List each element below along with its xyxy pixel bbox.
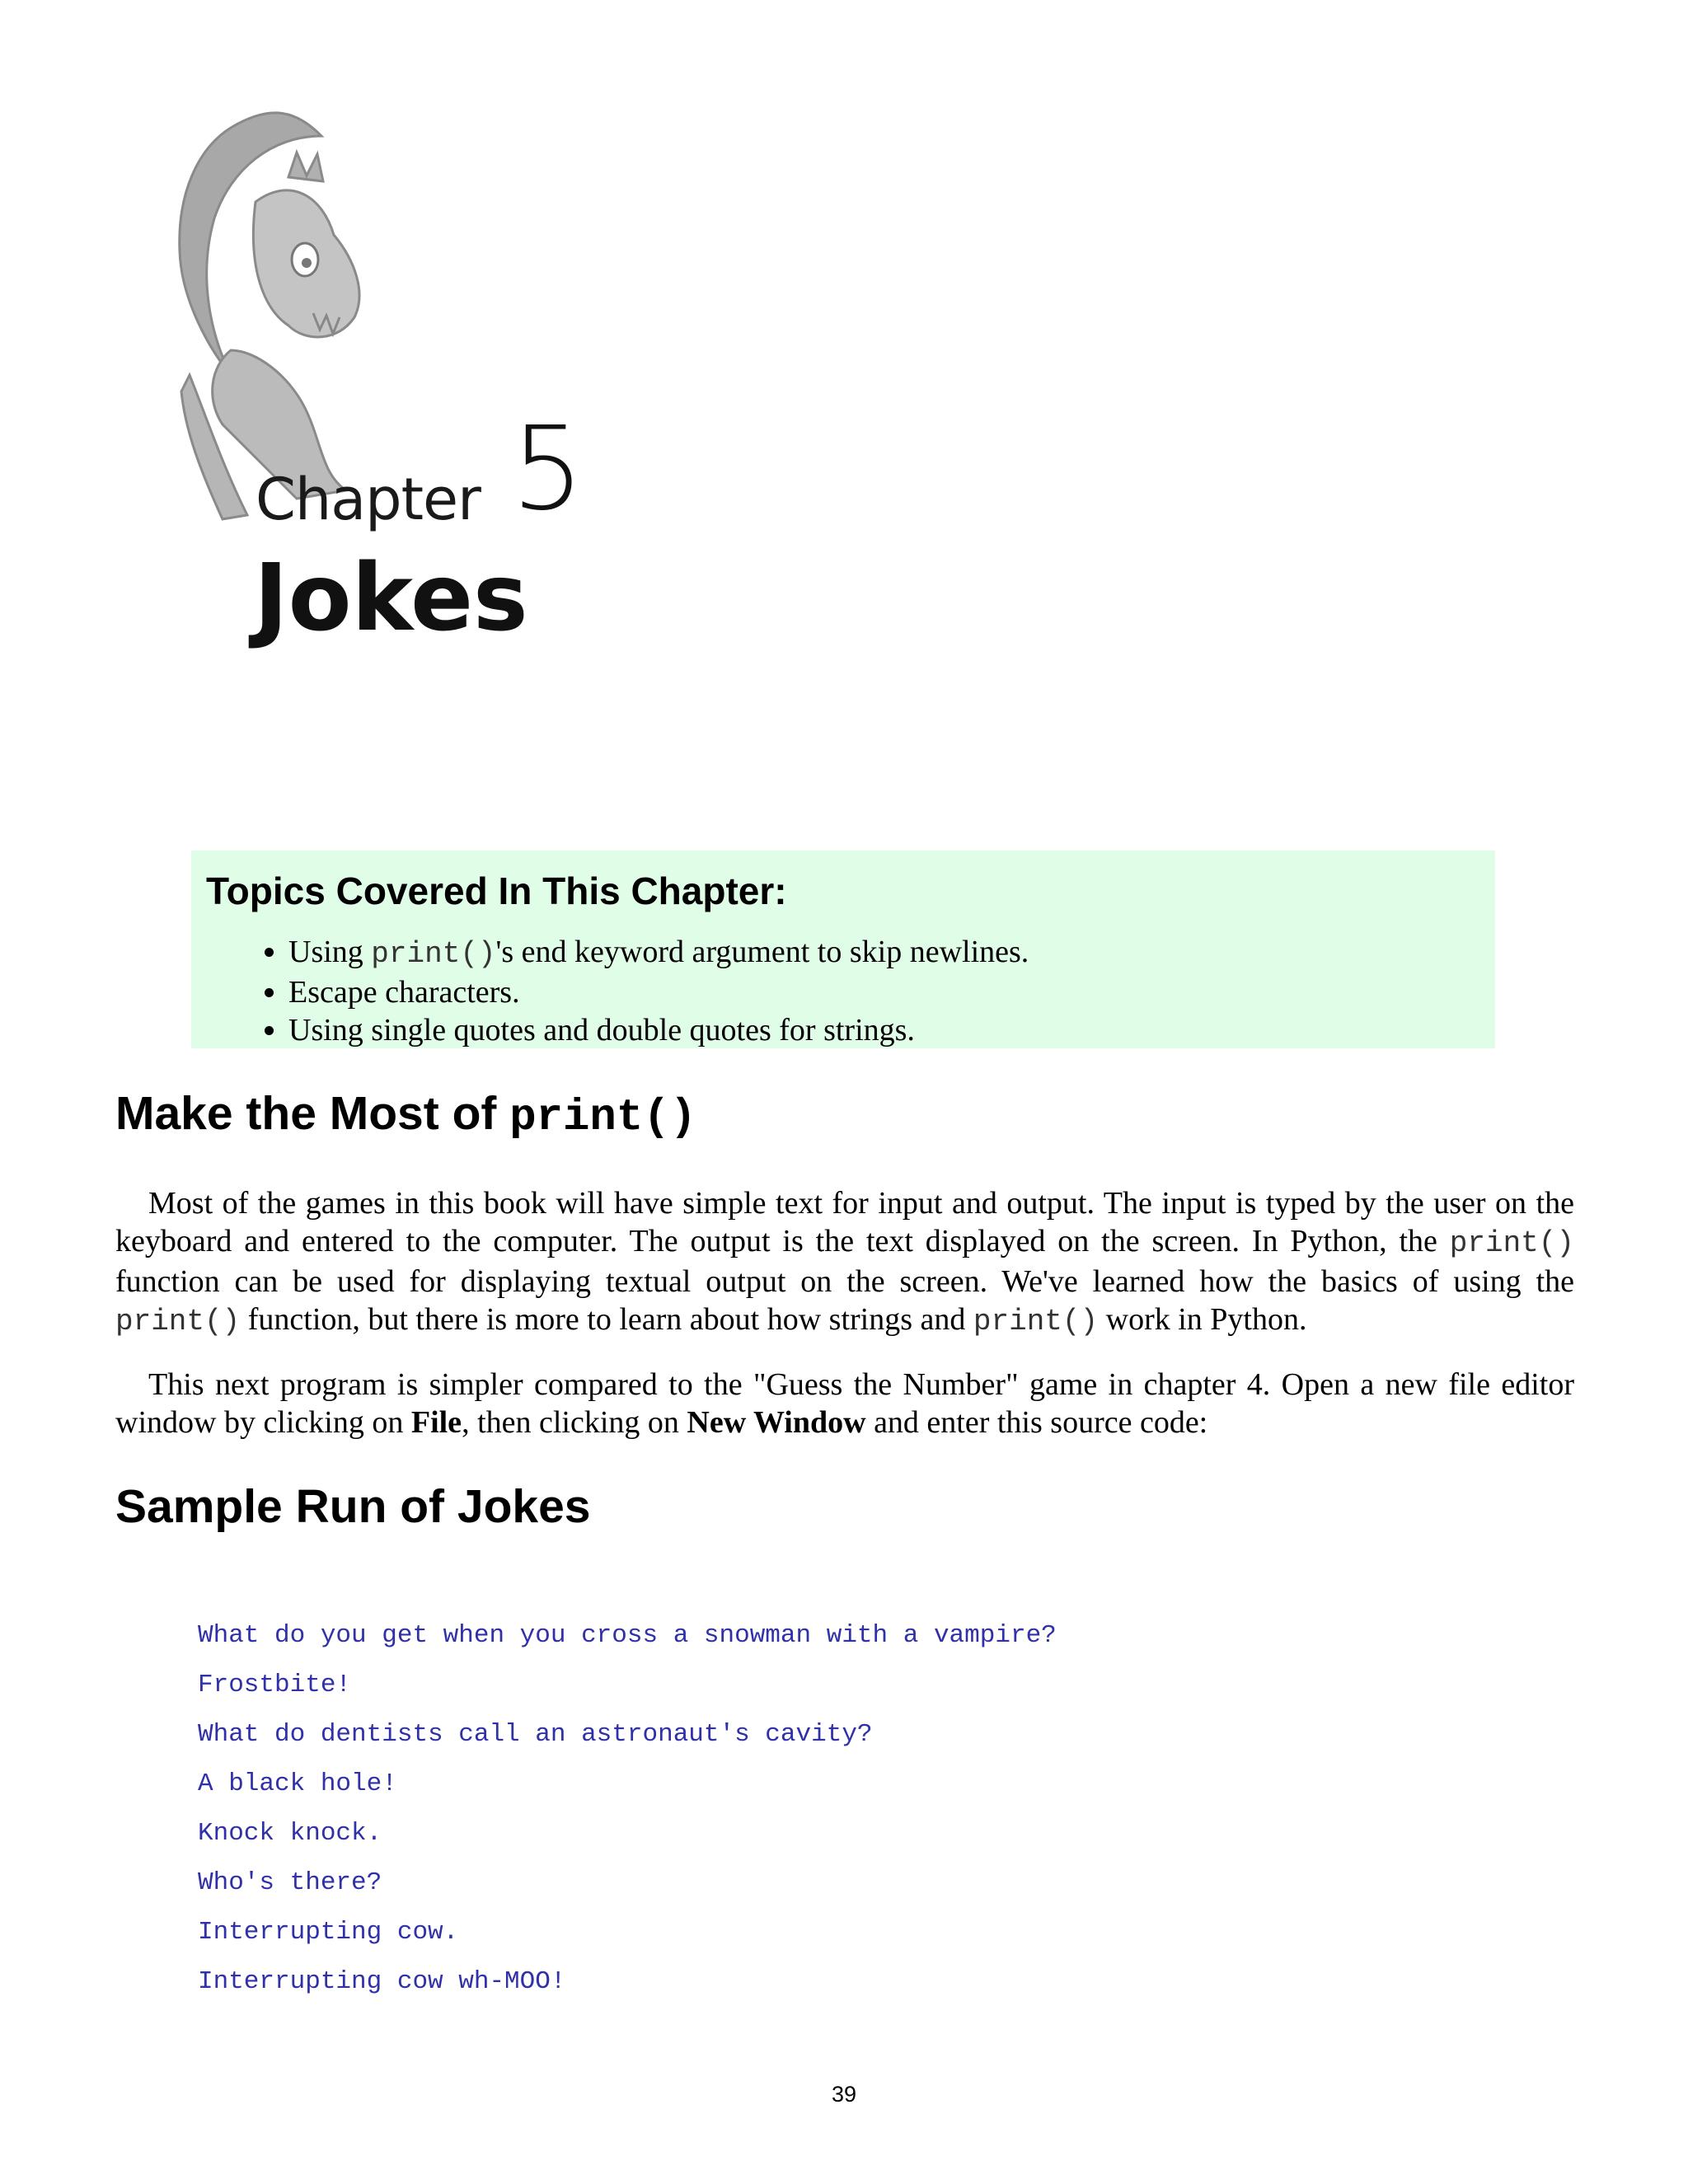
paragraph-text: function can be used for displaying textual output on the screen. We've learned how the basics of using the xyxy=(115,1264,1574,1299)
paragraph xyxy=(115,1184,1574,1341)
paragraph-text: This next program is simpler compared to the "Guess the Number" game in chapter 4. Open a new file editor window by clicking on xyxy=(115,1367,1574,1440)
inline-code: print() xyxy=(115,1305,241,1338)
chapter-label: Chapter xyxy=(256,466,481,533)
output-line: What do dentists call an astronaut's cavity? xyxy=(198,1720,873,1749)
paragraph-text: Most of the games in this book will have simple text for input and output. The input is typed by the user on the keyboard and entered to the computer. The output is the text displayed on the screen. In Python, the xyxy=(115,1186,1574,1258)
section-heading xyxy=(115,1086,696,1143)
inline-code: print() xyxy=(509,1093,697,1143)
topic-text: Using xyxy=(288,935,372,969)
sample-output xyxy=(198,1611,1057,2007)
output-line: Interrupting cow wh-MOO! xyxy=(198,1967,566,1996)
list-item xyxy=(288,933,1029,973)
output-line: Who's there? xyxy=(198,1868,382,1897)
menu-reference: New Window xyxy=(687,1405,866,1440)
output-line: Interrupting cow. xyxy=(198,1918,459,1947)
paragraph-text: , then clicking on xyxy=(462,1405,687,1440)
inline-code: print() xyxy=(1449,1226,1574,1260)
page-number: 39 xyxy=(831,2082,857,2107)
output-line: A black hole! xyxy=(198,1769,397,1798)
inline-code: print() xyxy=(371,937,496,971)
paragraph xyxy=(115,1366,1574,1441)
section-heading: Sample Run of Jokes xyxy=(115,1480,591,1533)
inline-code: print() xyxy=(973,1305,1099,1338)
section-heading-text: Make the Most of xyxy=(115,1087,510,1140)
paragraph-text: and enter this source code: xyxy=(865,1405,1208,1440)
paragraph-text: work in Python. xyxy=(1098,1302,1307,1337)
chapter-number: 5 xyxy=(511,402,585,537)
output-line: Frostbite! xyxy=(198,1671,352,1699)
topics-heading: Topics Covered In This Chapter: xyxy=(206,869,787,912)
topic-text: 's end keyword argument to skip newlines. xyxy=(495,935,1029,969)
topics-box xyxy=(191,851,1495,1048)
menu-reference: File xyxy=(410,1405,462,1440)
chapter-title: Jokes xyxy=(254,545,528,652)
output-line: What do you get when you cross a snowman with a vampire? xyxy=(198,1621,1057,1650)
output-line: Knock knock. xyxy=(198,1819,382,1848)
list-item: • Escape characters. xyxy=(288,973,1029,1011)
list-item: • Using single quotes and double quotes for strings. xyxy=(288,1011,1029,1049)
paragraph-text: function, but there is more to learn about how strings and xyxy=(240,1302,973,1337)
topics-list xyxy=(260,933,1029,1049)
